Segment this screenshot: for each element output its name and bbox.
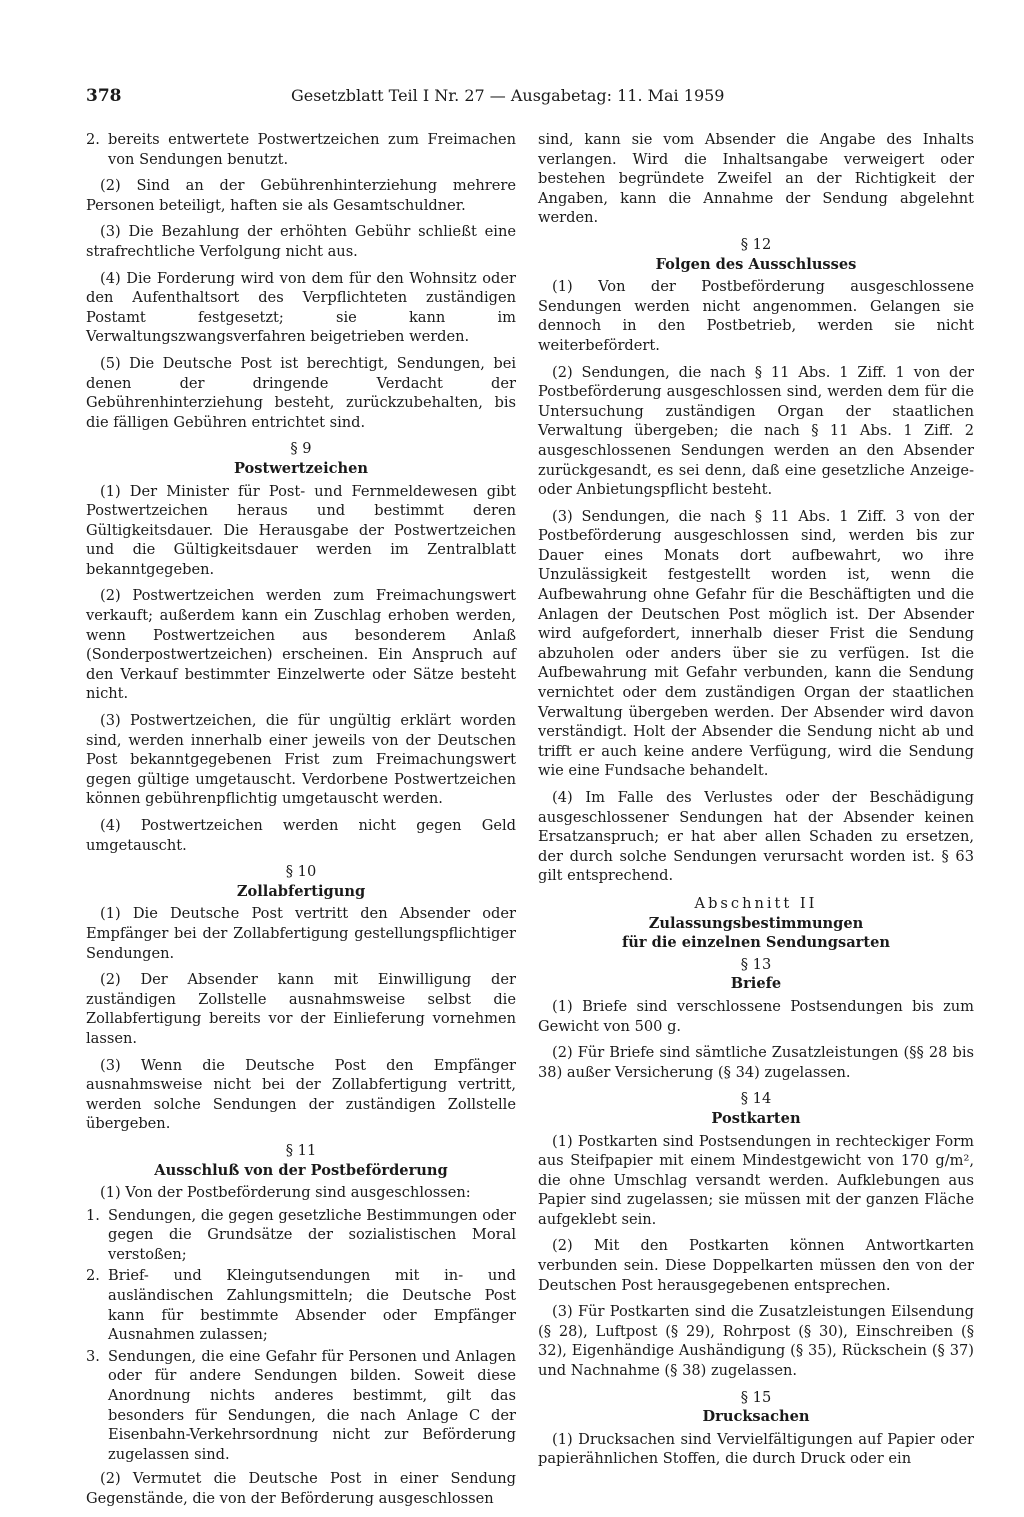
page-number: 378 <box>86 86 122 106</box>
running-head: Gesetzblatt Teil I Nr. 27 — Ausgabetag: 11. Mai 1959 <box>291 86 725 105</box>
paragraph: (2) Vermutet die Deutsche Post in einer Sendung Gegenstände, die von der Beförderung ausgeschlossen <box>86 1470 516 1507</box>
list-item-text: bereits entwertete Postwertzeichen zum Freimachen von Sendungen benutzt. <box>108 131 516 168</box>
list-item-text: Sendungen, die eine Gefahr für Personen und Anlagen oder für andere Sendungen bilden. Soweit diese Anordnung nichts anderes bestimmt, gilt das besonders für Sendungen, die nach Anlage C der Eisenbahn-Verkehrsordnung nicht zur Beförderung zugelassen sind. <box>108 1347 516 1463</box>
paragraph: (1) Drucksachen sind Vervielfältigungen auf Papier oder papierähnlichen Stoffen, die durch Druck oder ein <box>538 1430 974 1468</box>
list-item <box>86 130 516 169</box>
chapter-title: Zulassungsbestimmungen <box>648 914 864 932</box>
paragraph: (4) Die Forderung wird von dem für den Wohnsitz oder den Aufenthaltsort des Verpflichteten zuständigen Postamt festgesetzt; sie kann im Verwaltungszwangsverfahren beigetrieben werden. <box>86 269 516 346</box>
section-title: Briefe <box>730 975 782 993</box>
list-item <box>86 1347 516 1465</box>
section-number: § 14 <box>740 1090 772 1108</box>
paragraph: (2) Sind an der Gebührenhinterziehung mehrere Personen beteiligt, haften sie als Gesamtschuldner. <box>86 177 516 214</box>
list-item <box>86 1266 516 1344</box>
paragraph: (1) Von der Postbeförderung ausgeschlossene Sendungen werden nicht angenommen. Gelangen sie dennoch in den Postbetrieb, werden sie nicht weiterbefördert. <box>538 278 974 354</box>
paragraph: sind, kann sie vom Absender die Angabe des Inhalts verlangen. Wird die Inhaltsangabe verweigert oder bestehen begründete Zweifel an der Richtigkeit der Angaben, kann die Annahme der Sendung abgelehnt werden. <box>538 131 974 227</box>
section-number: § 15 <box>740 1388 772 1406</box>
paragraph: (1) Die Deutsche Post vertritt den Absender oder Empfänger bei der Zollabfertigung gestellungspflichtiger Sendungen. <box>86 905 516 962</box>
paragraph: (1) Postkarten sind Postsendungen in rechteckiger Form aus Steifpapier mit einem Mindestgewicht von 170 g/m², die ohne Umschlag versandt werden. Aufklebungen aus Papier sind zugelassen; sie müssen mit der ganzen Fläche aufgeklebt sein. <box>538 1132 974 1228</box>
paragraph: (4) Postwertzeichen werden nicht gegen Geld umgetauscht. <box>86 817 516 854</box>
list-item-text: Brief- und Kleingutsendungen mit in- und ausländischen Zahlungsmitteln; die Deutsche Post kann für bestimmte Absender oder Empfänger Ausnahmen zulassen; <box>108 1267 516 1344</box>
paragraph: (3) Wenn die Deutsche Post den Empfänger ausnahmsweise nicht bei der Zollabfertigung vertritt, werden solche Sendungen der zuständigen Zollstelle übergeben. <box>86 1056 516 1133</box>
section-title: Zollabfertigung <box>236 882 366 900</box>
paragraph: (1) Von der Postbeförderung sind ausgeschlossen: <box>100 1184 471 1202</box>
paragraph: (1) Briefe sind verschlossene Postsendungen bis zum Gewicht von 500 g. <box>538 997 974 1035</box>
paragraph: (3) Postwertzeichen, die für ungültig erklärt worden sind, werden innerhalb einer jeweils von der Deutschen Post bekanntgegebenen Frist zum Freimachungswert gegen gültige umgetauscht. Verdorbene Postwertzeichen können gebührenpflichtig umgetauscht werden. <box>86 712 516 808</box>
paragraph: (2) Sendungen, die nach § 11 Abs. 1 Ziff. 1 von der Postbeförderung ausgeschlossen sind, werden dem für die Untersuchung zuständigen Organ der staatlichen Verwaltung übergeben; die nach § 11 Abs. 1 Ziff. 2 ausgeschlossenen Sendungen werden an den Absender zurückgesandt, es sei denn, daß eine gesetzliche Anzeige- oder Anbietungspflicht besteht. <box>538 363 974 499</box>
paragraph: (2) Postwertzeichen werden zum Freimachungswert verkauft; außerdem kann ein Zuschlag erhoben werden, wenn Postwertzeichen aus besonderem Anlaß (Sonderpostwertzeichen) erscheinen. Ein Anspruch auf den Verkauf bestimmter Einzelwerte oder Sätze besteht nicht. <box>86 587 516 703</box>
section-number: § 9 <box>290 440 312 458</box>
list-item-number: 2. <box>86 1267 100 1285</box>
section-title: Postkarten <box>711 1109 801 1127</box>
paragraph: (3) Die Bezahlung der erhöhten Gebühr schließt eine strafrechtliche Verfolgung nicht aus. <box>86 223 516 260</box>
paragraph: (3) Sendungen, die nach § 11 Abs. 1 Ziff. 3 von der Postbeförderung ausgeschlossen sind, werden bis zur Dauer eines Monats dort aufbewahrt, wo ihre Unzulässigkeit festgestellt worden ist, wenn die Aufbewahrung ohne Gefahr für die Beschäftigten und die Anlagen der Deutschen Post möglich ist. Der Absender wird aufgefordert, innerhalb dieser Frist die Sendung abzuholen oder anders über sie zu verfügen. Ist die Aufbewahrung mit Gefahr verbunden, kann die Sendung vernichtet oder dem zuständigen Organ der staatlichen Verwaltung übergeben werden. Der Absender wird davon verständigt. Holt der Absender die Sendung nicht ab und trifft er auch keine andere Verfügung, wird die Sendung wie eine Fundsache behandelt. <box>538 507 974 780</box>
paragraph: (3) Für Postkarten sind die Zusatzleistungen Eilsendung (§ 28), Luftpost (§ 29), Rohrpost (§ 30), Einschreiben (§ 32), Eigenhändige Aushändigung (§ 35), Rückschein (§ 37) und Nachnahme (§ 38) zugelassen. <box>538 1303 974 1380</box>
left-column <box>86 130 516 1516</box>
paragraph: (5) Die Deutsche Post ist berechtigt, Sendungen, bei denen der dringende Verdacht der Gebührenhinterziehung besteht, zurückzubehalten, bis die fälligen Gebühren entrichtet sind. <box>86 354 516 431</box>
list-item-text: Sendungen, die gegen gesetzliche Bestimmungen oder gegen die Grundsätze der sozialistischen Moral verstoßen; <box>108 1206 516 1263</box>
paragraph: (4) Im Falle des Verlustes oder der Beschädigung ausgeschlossener Sendungen hat der Absender keinen Ersatzanspruch; er hat aber allen Schaden zu ersetzen, der durch solche Sendungen verursacht worden ist. § 63 gilt entsprechend. <box>538 789 974 885</box>
list-item <box>86 1206 516 1265</box>
right-column <box>538 130 974 1476</box>
page-header <box>86 86 966 110</box>
section-title: Drucksachen <box>702 1408 810 1426</box>
paragraph: (2) Für Briefe sind sämtliche Zusatzleistungen (§§ 28 bis 38) außer Versicherung (§ 34) zugelassen. <box>538 1044 974 1081</box>
list-item-number: 2. <box>86 131 100 148</box>
section-number: § 10 <box>285 863 317 881</box>
chapter-subtitle: für die einzelnen Sendungsarten <box>622 934 890 952</box>
section-number: § 13 <box>740 955 772 973</box>
paragraph: (1) Der Minister für Post- und Fernmeldewesen gibt Postwertzeichen heraus und bestimmt deren Gültigkeitsdauer. Die Herausgabe der Postwertzeichen und die Gültigkeitsdauer werden im Zentralblatt bekanntgegeben. <box>86 482 516 578</box>
paragraph: (2) Mit den Postkarten können Antwortkarten verbunden sein. Diese Doppelkarten müssen den von der Deutschen Post herausgegebenen entsprechen. <box>538 1237 974 1294</box>
list-item-number: 1. <box>86 1206 100 1224</box>
list-item-number: 3. <box>86 1347 100 1365</box>
section-number: § 12 <box>740 235 772 253</box>
section-number: § 11 <box>285 1141 317 1159</box>
chapter-heading: Abschnitt II <box>694 894 818 912</box>
section-title: Postwertzeichen <box>233 459 369 477</box>
paragraph: (2) Der Absender kann mit Einwilligung der zuständigen Zollstelle ausnahmsweise selbst die Zollabfertigung bereits vor der Einlieferung vornehmen lassen. <box>86 971 516 1047</box>
section-title: Ausschluß von der Postbeförderung <box>154 1161 448 1179</box>
section-title: Folgen des Ausschlusses <box>655 255 857 273</box>
